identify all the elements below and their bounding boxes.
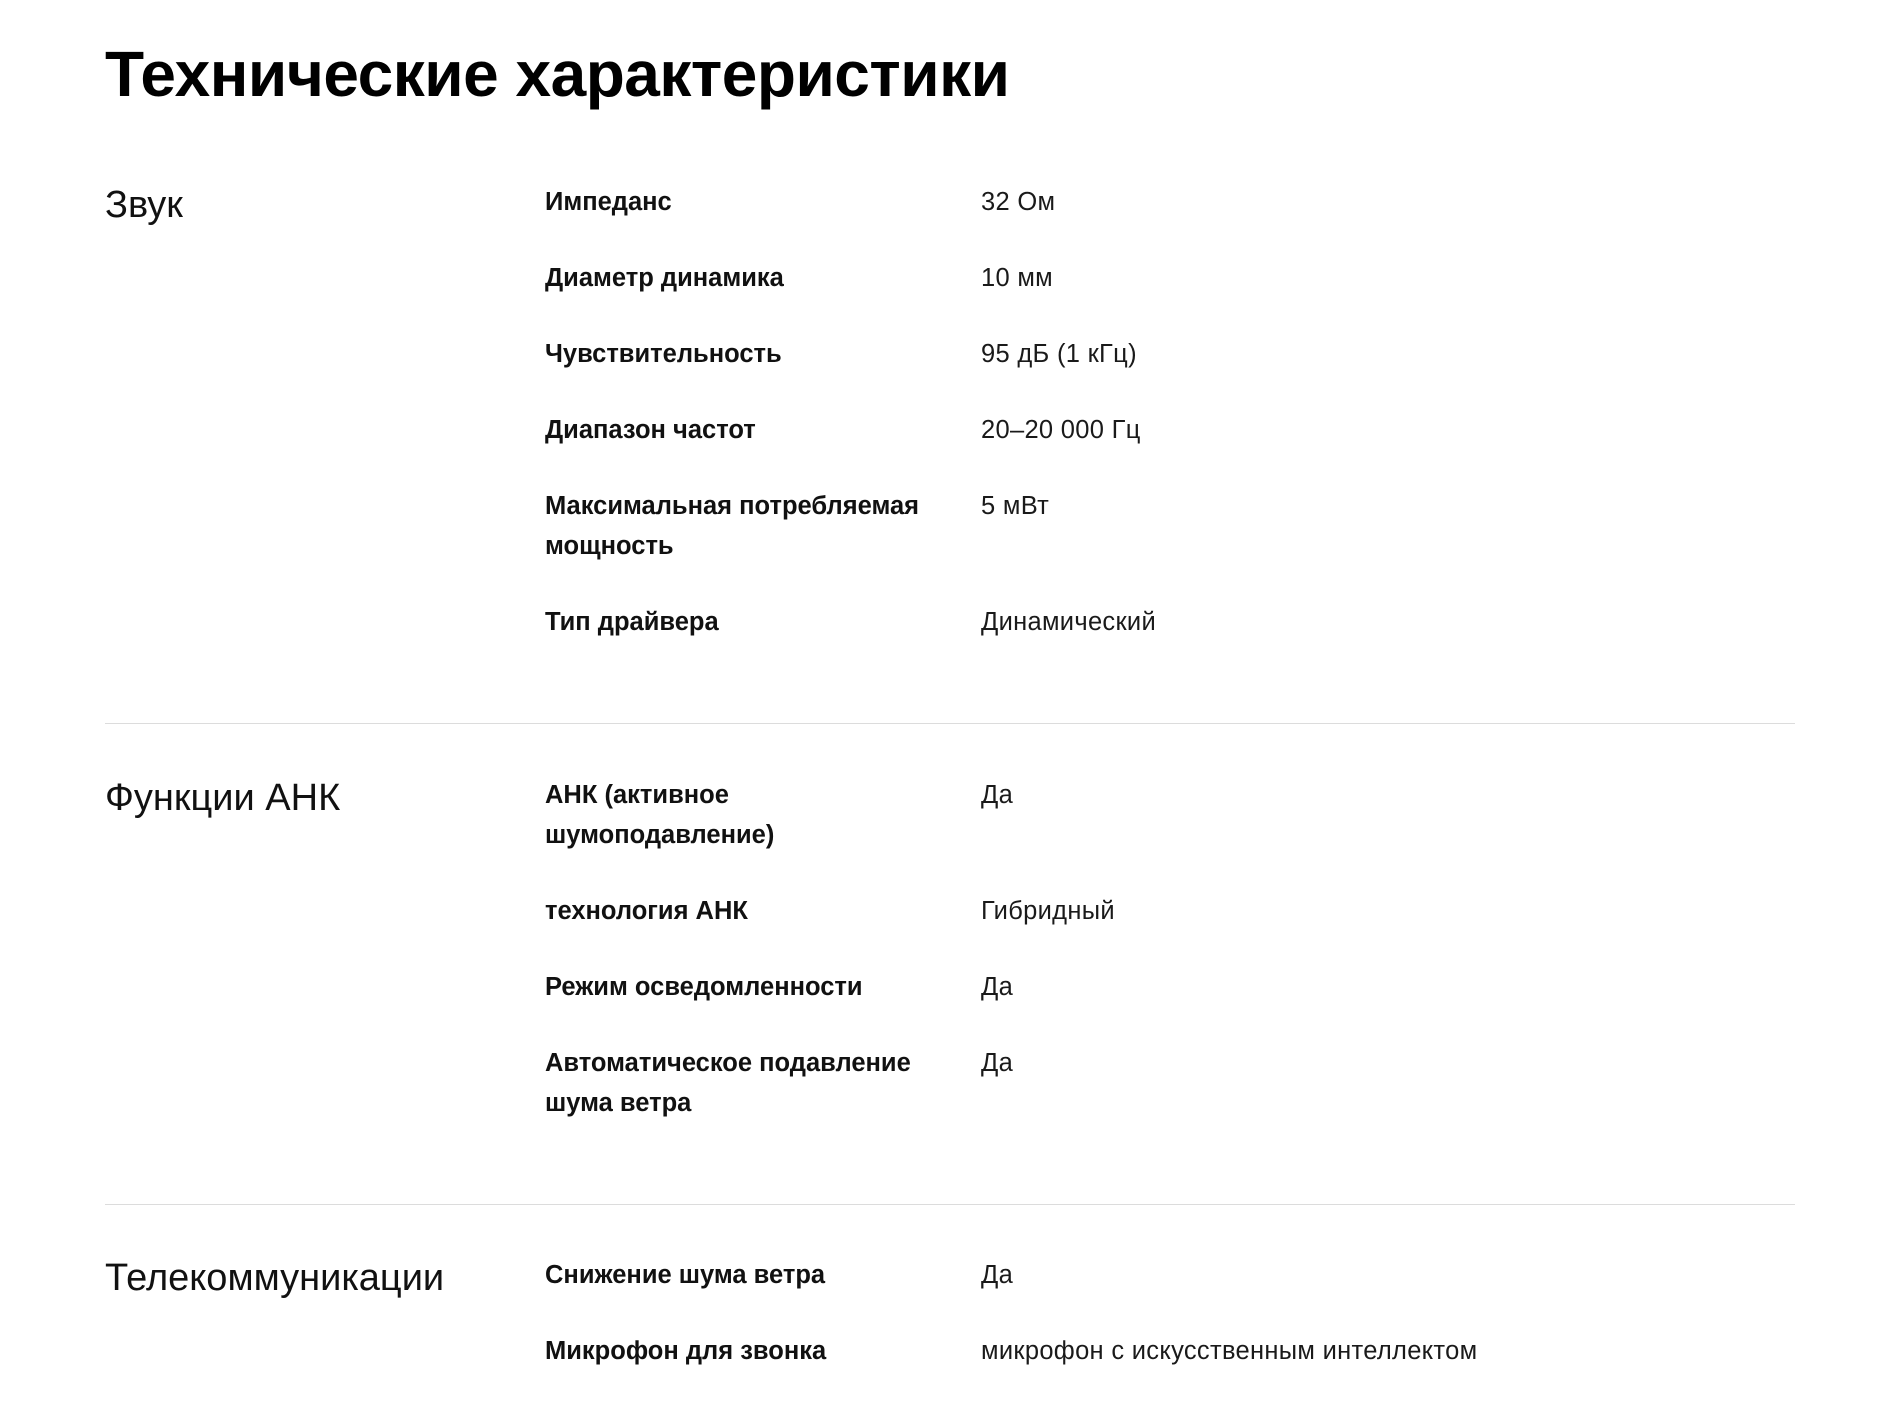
spec-value: 20–20 000 Гц: [981, 416, 1141, 444]
spec-row: [545, 1255, 1795, 1295]
spec-row: [545, 1331, 1795, 1371]
spec-row: [545, 334, 1795, 374]
spec-label: Режим осведомленности: [545, 973, 863, 1001]
spec-label: Максимальная потребляемая мощность: [545, 492, 920, 560]
spec-label: Диаметр динамика: [545, 264, 784, 292]
spec-row: [545, 258, 1795, 298]
spec-label: Микрофон для звонка: [545, 1337, 827, 1365]
spec-row: [545, 486, 1795, 566]
spec-value: Да: [981, 1049, 1014, 1077]
spec-value: 5 мВт: [981, 492, 1050, 520]
spec-row: [545, 602, 1795, 642]
spec-value: Да: [981, 1261, 1014, 1289]
spec-label: технология АНК: [545, 897, 748, 925]
spec-label: АНК (активное шумоподавление): [545, 781, 775, 849]
spec-row: [545, 410, 1795, 450]
spec-label: Импеданс: [545, 188, 672, 216]
spec-list: [545, 1255, 1795, 1407]
spec-label: Снижение шума ветра: [545, 1261, 826, 1289]
spec-label: Чувствительность: [545, 340, 782, 368]
spec-value: Гибридный: [981, 897, 1115, 925]
spec-label: Автоматическое подавление шума ветра: [545, 1049, 911, 1117]
spec-list: [545, 182, 1795, 678]
section-divider: [105, 1204, 1795, 1205]
section-title: Звук: [105, 184, 183, 226]
spec-row: [545, 775, 1795, 855]
section-title: Функции АНК: [105, 777, 341, 819]
page-title: Технические характеристики: [105, 38, 1010, 110]
spec-value: Да: [981, 973, 1014, 1001]
spec-value: 10 мм: [981, 264, 1054, 292]
spec-row: [545, 182, 1795, 222]
spec-row: [545, 967, 1795, 1007]
spec-value: Да: [981, 781, 1014, 809]
spec-value: Динамический: [981, 608, 1157, 636]
spec-value: 95 дБ (1 кГц): [981, 340, 1137, 368]
section-divider: [105, 723, 1795, 724]
spec-row: [545, 891, 1795, 931]
spec-value: микрофон с искусственным интеллектом: [981, 1337, 1478, 1365]
spec-row: [545, 1043, 1795, 1123]
spec-list: [545, 775, 1795, 1159]
spec-value: 32 Ом: [981, 188, 1056, 216]
spec-label: Тип драйвера: [545, 608, 719, 636]
spec-label: Диапазон частот: [545, 416, 756, 444]
section-title: Телекоммуникации: [105, 1257, 445, 1299]
